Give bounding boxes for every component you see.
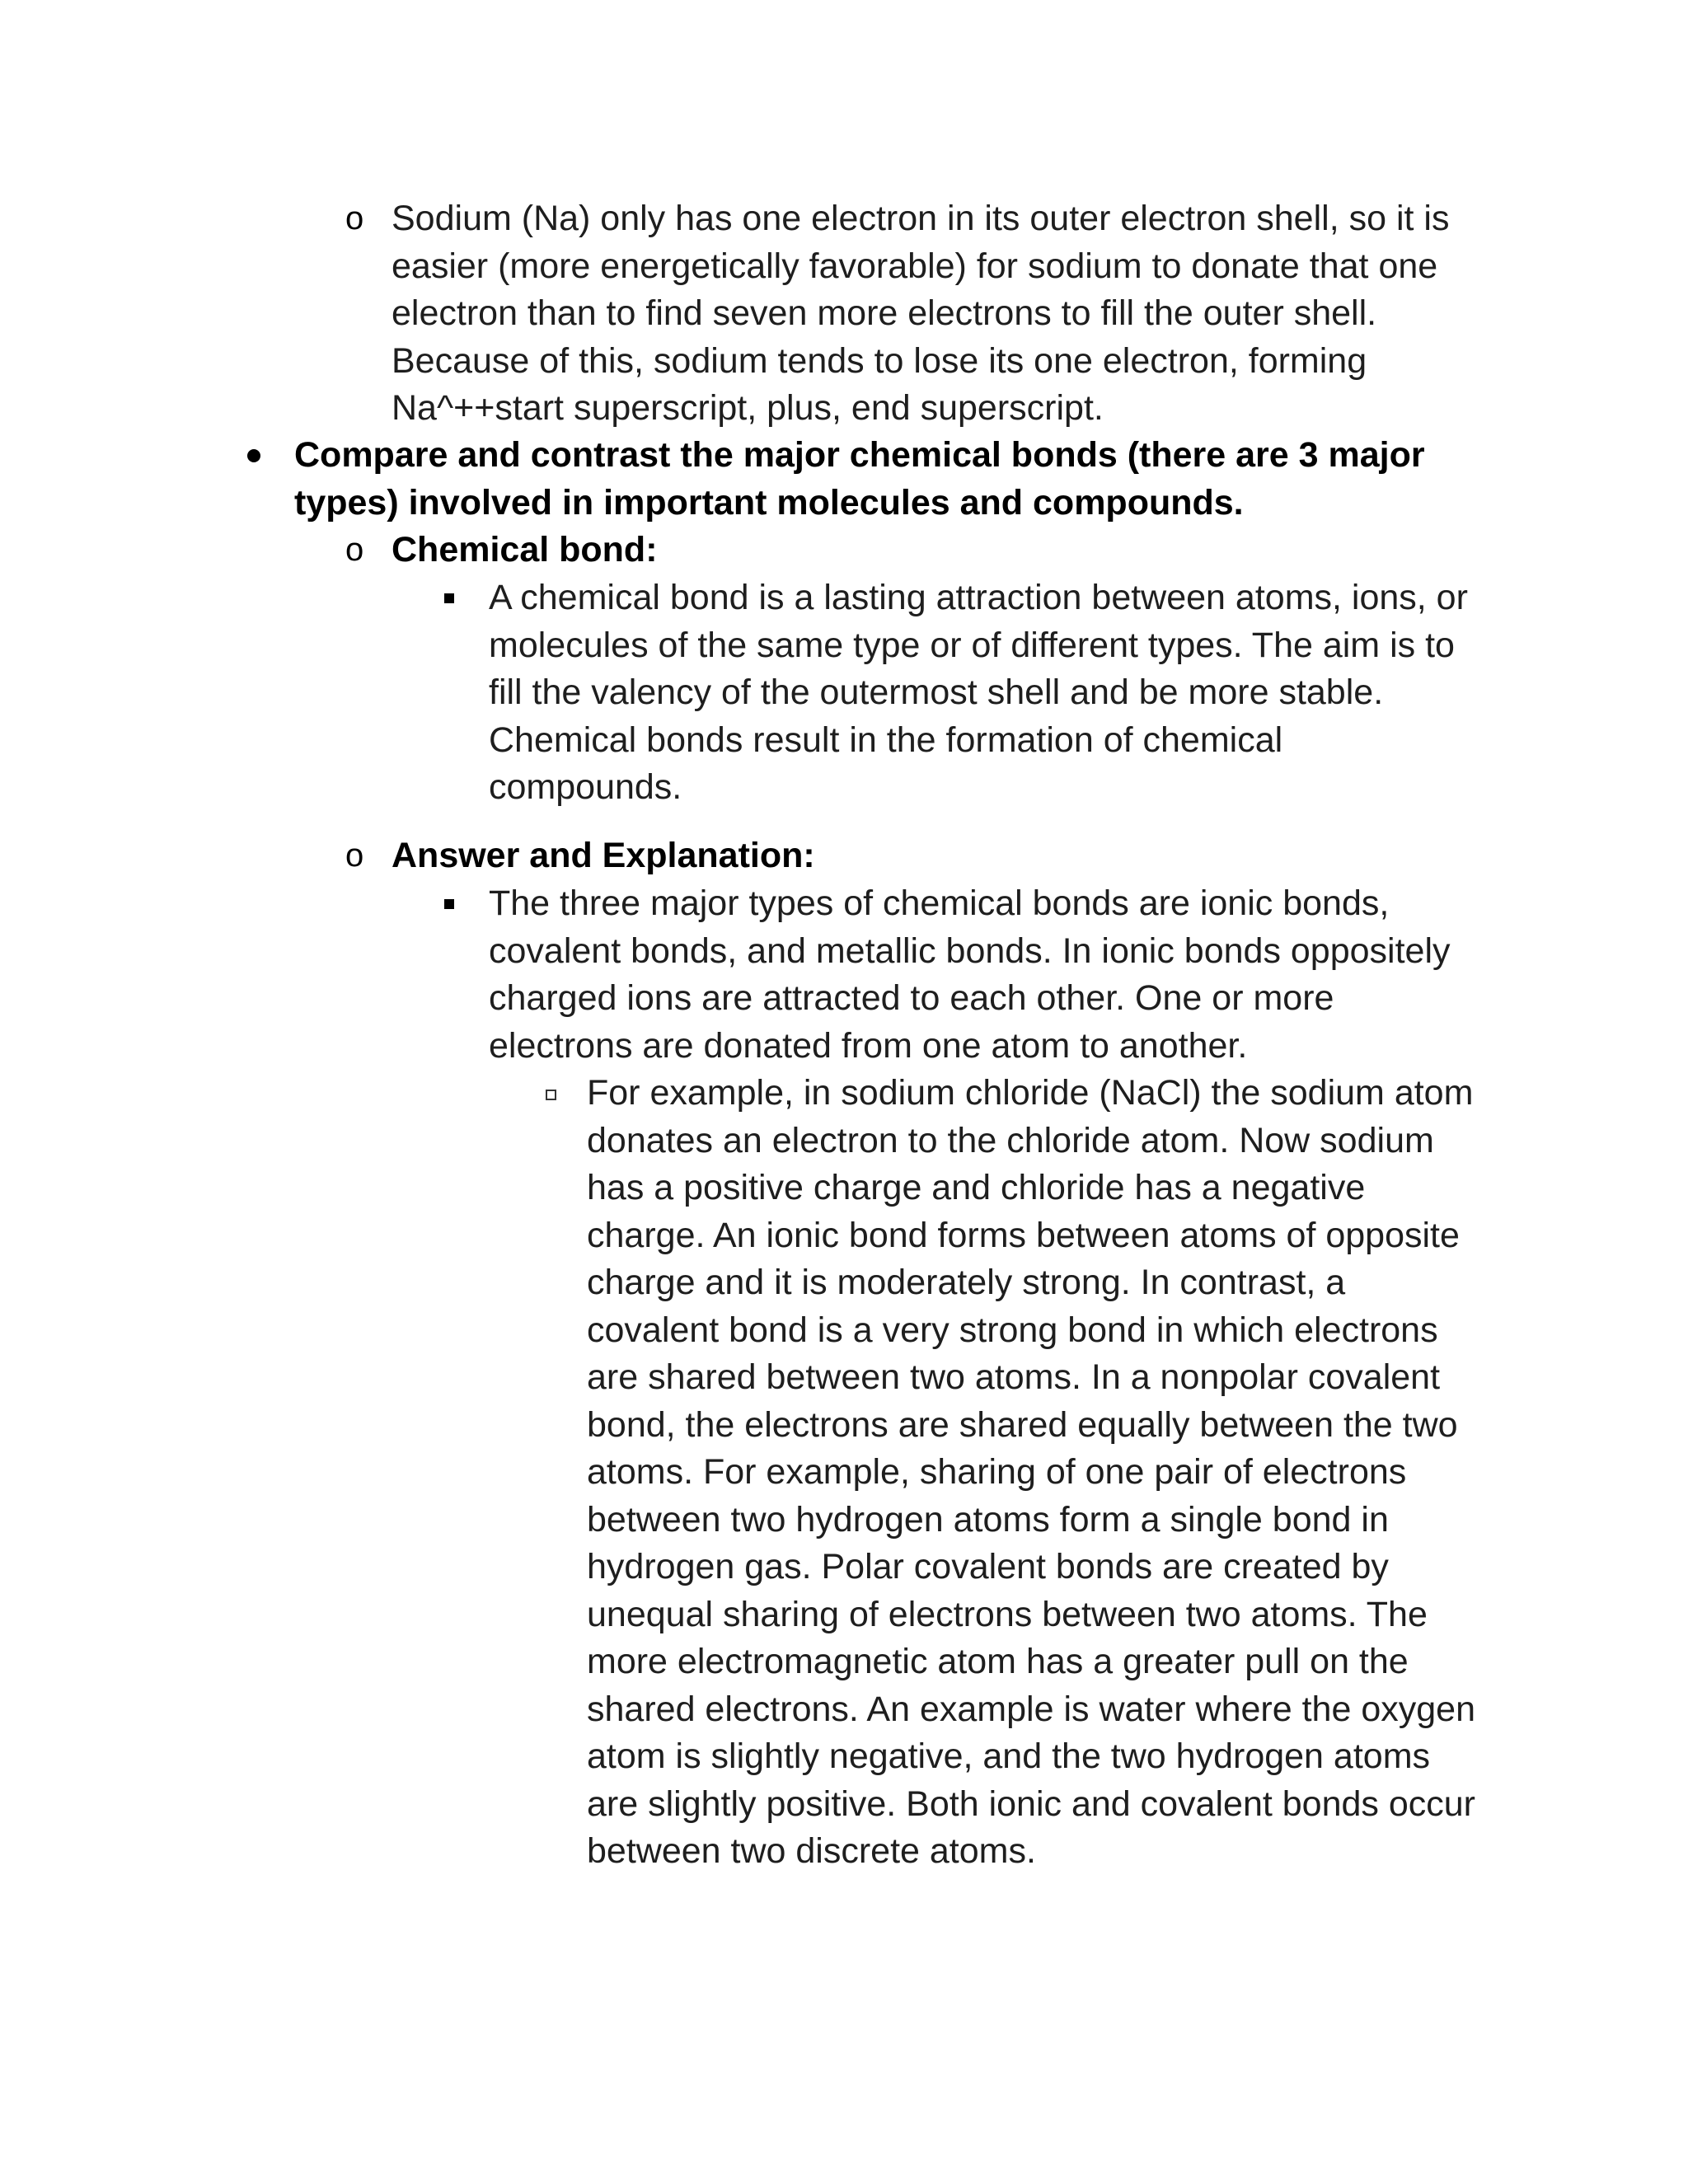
sodium-note-item xyxy=(345,195,1488,433)
disc-bullet-icon xyxy=(247,449,260,462)
chemical-bond-heading-item xyxy=(345,527,1463,574)
square-bullet-icon xyxy=(444,593,454,603)
example-item xyxy=(587,1070,1477,1876)
example-text: For example, in sodium chloride (NaCl) the sodium atom donates an electron to the chloride atom. Now sodium has a positive charge and chloride has a negative charge. An ionic bond forms between atoms of opposite charge and it is moderately strong. In contrast, a covalent bond is a very strong bond in which electrons are shared between two atoms. In a nonpolar covalent bond, the electrons are shared equally between the two atoms. For example, sharing of one pair of electrons between two hydrogen atoms form a single bond in hydrogen gas. Polar covalent bonds are created by unequal sharing of electrons between two atoms. The more electromagnetic atom has a greater pull on the shared electrons. An example is water where the oxygen atom is slightly negative, and the two hydrogen atoms are slightly positive. Both ionic and covalent bonds occur between two discrete atoms. xyxy=(587,1073,1476,1871)
chemical-bond-heading: Chemical bond: xyxy=(392,530,658,569)
answer-text-item xyxy=(489,880,1478,1070)
square-bullet-icon xyxy=(444,899,454,909)
answer-heading: Answer and Explanation: xyxy=(392,836,815,875)
answer-heading-item xyxy=(345,832,1463,880)
chemical-bond-definition-item xyxy=(489,574,1478,812)
hollow-square-bullet-icon xyxy=(546,1090,556,1100)
circle-bullet-icon: o xyxy=(345,200,364,237)
chemical-bond-definition: A chemical bond is a lasting attraction between atoms, ions, or molecules of the same type or of different types. The aim is to fill the valency of the outermost shell and be more stable. Chemical bonds result in the formation of chemical compounds. xyxy=(489,578,1468,807)
sodium-note-text: Sodium (Na) only has one electron in its outer electron shell, so it is easier (more energetically favorable) for sodium to donate that one electron than to find seven more electrons to fill the outer shell. Because of this, sodium tends to lose its one electron, forming Na^++start superscript, plus, end superscript. xyxy=(392,199,1450,428)
answer-text: The three major types of chemical bonds are ionic bonds, covalent bonds, and metallic bonds. In ionic bonds oppositely charged ions are attracted to each other. One or more electrons are donated from one atom to another. xyxy=(489,883,1451,1066)
circle-bullet-icon: o xyxy=(345,837,364,874)
question-text: Compare and contrast the major chemical bonds (there are 3 major types) involved in important molecules and compounds. xyxy=(294,435,1425,523)
question-item xyxy=(294,432,1473,527)
circle-bullet-icon: o xyxy=(345,532,364,568)
